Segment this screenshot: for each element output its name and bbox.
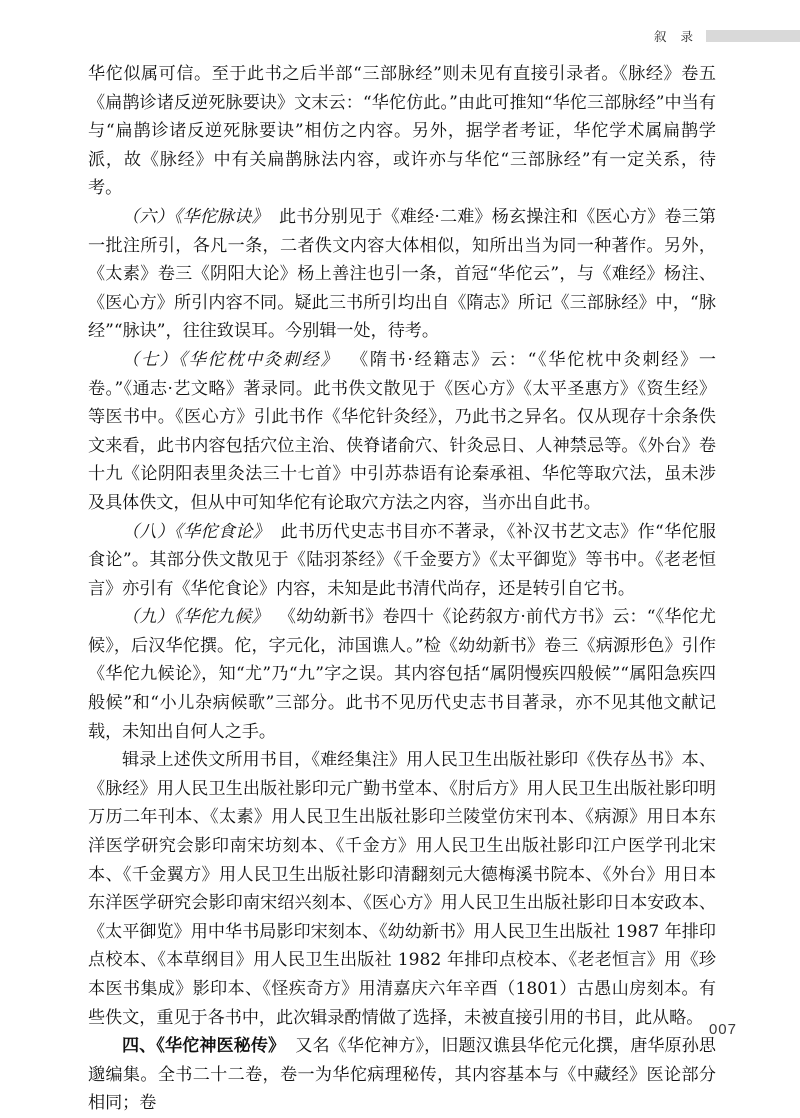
body-text-block: [88, 60, 716, 1118]
paragraph-text: 《隋书·经籍志》云：“《华佗枕中灸刺经》一卷。”《通志·艺文略》著录同。此书佚文散见于《医心方》《太平圣惠方》《资生经》等医书中。《医心方》引此书作《华佗针灸经》，乃此书之异名。仅从现存十余条佚文来看，此书内容包括穴位主治、侠脊诸俞穴、针灸忌日、人神禁忌等。《外台》卷十九《论阴阳表里灸法三十七首》中引苏恭语有论秦承祖、华佗等取穴法，虽未涉及具体佚文，但从中可知华佗有论取穴方法之内容，当亦出自此书。: [88, 349, 716, 513]
paragraph: [88, 518, 716, 604]
paragraph-text: 此书分别见于《难经·二难》杨玄操注和《医心方》卷三第一批注所引，各凡一条，二者佚文内容大体相似，知所出当为同一种著作。另外，《太素》卷三《阴阳大论》杨上善注也引一条，首冠“华佗云”，与《难经》杨注、《医心方》所引内容不同。疑此三书所引均出自《隋志》所记《三部脉经》中，“脉经”“脉诀”，往往致误耳。今别辑一处，待考。: [88, 206, 717, 342]
paragraph-text: 辑录上述佚文所用书目，《难经集注》用人民卫生出版社影印《佚存丛书》本、《脉经》用人民卫生出版社影印元广勤书堂本、《肘后方》用人民卫生出版社影印明万历二年刊本、《太素》用人民卫生出版社影印兰陵堂仿宋刊本、《病源》用日本东洋医学研究会影印南宋坊刻本、《千金方》用人民卫生出版社影印江户医学刊北宋本、《千金翼方》用人民卫生出版社影印清翻刻元大德梅溪书院本、《外台》用日本东洋医学研究会影印南宋绍兴刻本、《医心方》用人民卫生出版社影印日本安政本、《太平御览》用中华书局影印宋刻本、《幼幼新书》用人民卫生出版社 1987 年排印点校本、《本草纲目》用人民卫生出版社 1982 年排印点校本、《老老恒言》用《珍本医书集成》影印本、《怪疾奇方》用清嘉庆六年辛酉（1801）古愚山房刻本。有些佚文，重见于各书中，此次辑录酌情做了选择，未被直接引用的书目，此从略。: [88, 750, 716, 1028]
paragraph: [88, 346, 716, 518]
paragraph: [88, 1032, 716, 1118]
paragraph-text: 此书历代史志书目亦不著录，《补汉书艺文志》作“华佗服食论”。其部分佚文散见于《陆羽茶经》《千金要方》《太平御览》等书中。《老老恒言》亦引有《华佗食论》内容，未知是此书清代尚存，还是转引自它书。: [88, 521, 717, 599]
section-heading: （六）《华佗脉诀》: [122, 206, 269, 227]
running-head-accent-bar: [706, 30, 800, 42]
running-head: [0, 26, 800, 46]
section-heading: （八）《华佗食论》: [122, 521, 271, 542]
running-head-title: 叙 录: [654, 29, 698, 44]
paragraph-text: 华佗似属可信。至于此书之后半部“三部脉经”则未见有直接引录者。《脉经》卷五《扁鹊诊诸反逆死脉要诀》文末云：“华佗仿此。”由此可推知“华佗三部脉经”中当有与“扁鹊诊诸反逆死脉要诀”相仿之内容。另外，据学者考证，华佗学术属扁鹊学派，故《脉经》中有关扁鹊脉法内容，或许亦与华佗“三部脉经”有一定关系，待考。: [88, 64, 716, 199]
paragraph: [88, 203, 716, 346]
paragraph-text: 《幼幼新书》卷四十《论药叙方·前代方书》云：“《华佗尤候》，后汉华佗撰。佗，字元化，沛国谯人。”检《幼幼新书》卷三《病源形色》引作《华佗九候论》，知“尤”乃“九”字之误。其内容包括“属阴慢疾四般候”“属阳急疾四般候”和“小儿杂病候歌”三部分。此书不见历代史志书目著录，亦不见其他文献记载，未知出自何人之手。: [88, 607, 716, 742]
paragraph: [88, 60, 716, 203]
section-heading: （七）《华佗枕中灸刺经》: [122, 349, 340, 370]
page-number: 007: [708, 1021, 737, 1038]
paragraph: [88, 746, 716, 1032]
section-heading: （九）《华佗九候》: [122, 607, 269, 628]
paragraph-text: 又名《华佗神方》，旧题汉谯县华佗元化撰，唐华原孙思邈编集。全书二十二卷，卷一为华佗病理秘传，其内容基本与《中藏经》医论部分相同；卷: [88, 1036, 717, 1114]
paragraph: [88, 603, 716, 746]
section-heading: 四、《华佗神医秘传》: [122, 1036, 286, 1057]
